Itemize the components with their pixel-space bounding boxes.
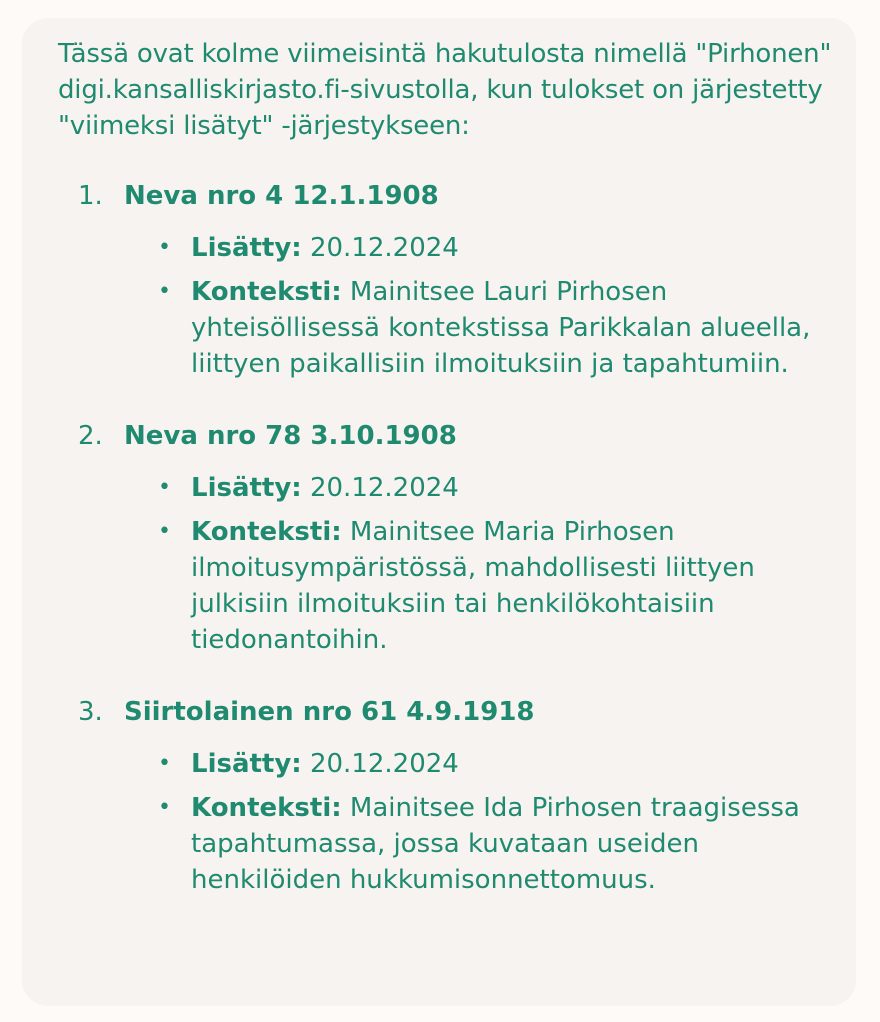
added-row	[158, 230, 836, 266]
result-title: Neva nro 78 3.10.1908	[124, 421, 457, 451]
intro-text: Tässä ovat kolme viimeisintä hakutulosta nimellä "Pirhonen" digi.kansalliskirjasto.fi-sivustolla, kun tulokset on järjestetty "viimeksi lisätyt" -järjestykseen:	[58, 39, 832, 141]
added-label: Lisätty:	[191, 749, 302, 779]
bullet-icon: •	[158, 279, 171, 304]
bullet-icon: •	[158, 795, 171, 820]
bullet-icon: •	[158, 751, 171, 776]
context-value: Mainitsee Maria Pirhosen ilmoitusympäristössä, mahdollisesti liittyen julkisiin ilmoituksiin tai henkilökohtaisiin tiedonantoihin.	[191, 517, 755, 655]
context-label: Konteksti:	[191, 793, 342, 823]
added-value: 20.12.2024	[309, 473, 459, 503]
context-row	[158, 790, 836, 898]
results-list	[58, 178, 836, 898]
result-details	[58, 230, 836, 382]
bullet-icon: •	[158, 235, 171, 260]
bullet-icon: •	[158, 475, 171, 500]
added-row	[158, 470, 836, 506]
added-value: 20.12.2024	[309, 233, 459, 263]
context-label: Konteksti:	[191, 277, 342, 307]
bullet-icon: •	[158, 519, 171, 544]
result-item	[58, 694, 836, 898]
added-label: Lisätty:	[191, 233, 302, 263]
added-value: 20.12.2024	[309, 749, 459, 779]
result-title: Neva nro 4 12.1.1908	[124, 181, 439, 211]
result-details	[58, 746, 836, 898]
result-item	[58, 418, 836, 658]
context-row	[158, 274, 836, 382]
context-value: Mainitsee Lauri Pirhosen yhteisöllisessä kontekstissa Parikkalan alueella, liittyen paikallisiin ilmoituksiin ja tapahtumiin.	[191, 277, 811, 379]
result-details	[58, 470, 836, 658]
result-number: 3.	[78, 697, 103, 727]
result-number: 1.	[78, 181, 103, 211]
result-title: Siirtolainen nro 61 4.9.1918	[124, 697, 535, 727]
message-card	[22, 18, 856, 1006]
context-value: Mainitsee Ida Pirhosen traagisessa tapahtumassa, jossa kuvataan useiden henkilöiden hukkumisonnettomuus.	[191, 793, 800, 895]
added-label: Lisätty:	[191, 473, 302, 503]
context-label: Konteksti:	[191, 517, 342, 547]
context-row	[158, 514, 836, 658]
added-row	[158, 746, 836, 782]
result-item	[58, 178, 836, 382]
result-number: 2.	[78, 421, 103, 451]
